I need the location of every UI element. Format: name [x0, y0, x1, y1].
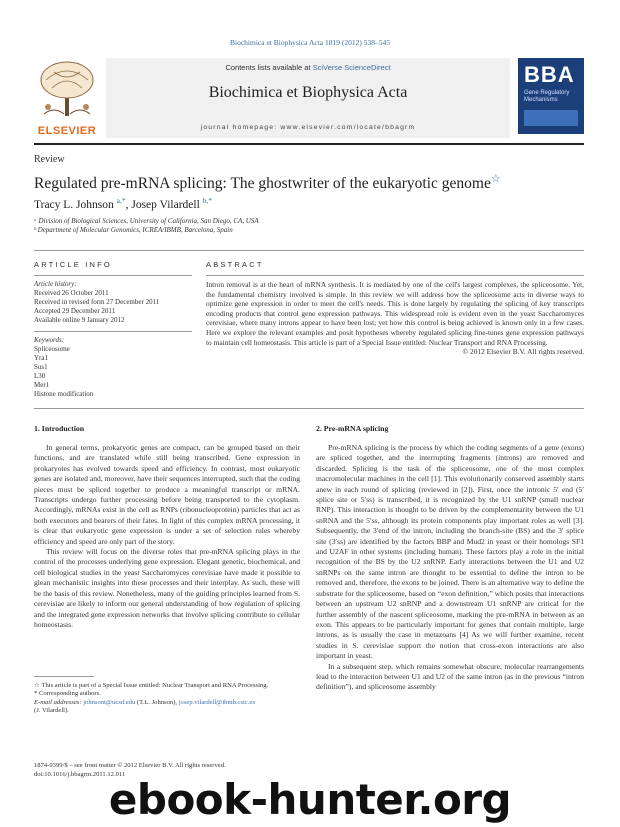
affiliation-a: ᵃ Division of Biological Sciences, University of California, San Diego, CA, USA — [34, 217, 259, 225]
abstract-rule — [206, 275, 584, 276]
affiliation-divider — [34, 250, 584, 251]
footnote-star: ☆ This article is part of a Special Issue entitled: Nuclear Transport and RNA Processing. — [34, 682, 269, 689]
keyword: Spliceosome — [34, 345, 70, 353]
cover-subtitle: Gene Regulatory Mechanisms — [524, 90, 570, 103]
keyword: Yra1 — [34, 354, 48, 362]
splicing-section — [316, 424, 584, 693]
keywords-rule — [34, 331, 192, 332]
paper-title — [34, 172, 594, 193]
abstract-panel — [206, 260, 584, 356]
elsevier-wordmark: ELSEVIER — [37, 125, 97, 137]
masthead-banner — [106, 58, 510, 138]
header-divider — [34, 143, 584, 145]
footnote-corresponding: * Corresponding authors. — [34, 690, 101, 698]
article-history — [34, 280, 192, 325]
journal-homepage-link[interactable]: journal homepage: www.elsevier.com/locate/bbagrm — [200, 124, 416, 131]
footnote-rule — [34, 676, 94, 677]
footnotes — [34, 676, 300, 716]
keyword: L30 — [34, 372, 46, 380]
cover-title: BBA — [524, 62, 575, 87]
section-heading: 2. Pre-mRNA splicing — [316, 424, 389, 433]
journal-citation[interactable]: Biochimica et Biophysica Acta 1819 (2012) 538–545 — [230, 38, 390, 47]
author-name: Josep Vilardell — [131, 198, 200, 211]
author-marks[interactable]: b,* — [202, 196, 213, 205]
email-link[interactable]: johnsont@ucsd.edu — [83, 698, 136, 706]
email-owner: (T.L. Johnson), — [135, 698, 179, 706]
sciencedirect-link[interactable]: SciVerse ScienceDirect — [312, 63, 391, 72]
abstract-text: Intron removal is at the heart of mRNA synthesis. It is mediated by one of the cell's largest complexes, the spliceosome. Yet, the fundamental chemistry involved is simple. In this review we will address how the spliceosome acts in diverse ways to optimize gene expression in order to meet the cell's needs. This is done largely by regulating the splicing of key transcripts encoding products that control gene expression pathways. This widespread role is evident even in the yeast Saccharomyces cerevisiae, where many introns appear to have been lost; yet how this control is being achieved is known only in a few cases. Here we explore the relevant examples and posit hypotheses whereby regulated splicing fine-tunes gene expression pathways to maintain cell homeostasis. This article is part of a Special Issue entitled: Nuclear Transport and RNA Processing. — [206, 280, 584, 347]
article-type: Review — [34, 154, 65, 165]
keywords-list — [34, 336, 192, 399]
history-received: Received 26 October 2011 — [34, 289, 109, 297]
footnote-emails — [34, 699, 300, 716]
keyword: Sus1 — [34, 363, 48, 371]
contents-prefix: Contents lists available at — [225, 63, 313, 72]
article-info-rule — [34, 275, 192, 276]
paragraph: This review will focus on the diverse roles that pre-mRNA splicing plays in the control of the processes underlying gene expression. Elegant genetic, biochemical, and cell biological studies in the yeast Saccharomyces cerevisiae have made it possible to glean mechanistic insights into these processes and their interplay. As such, these will be the basis of this review. Nonetheless, many of the guiding principles learned from S. cerevisiae are likely to inform our general understanding of how regulation of splicing and the integrated gene expression networks that involve splicing contribute to cellular homeostasis. — [34, 547, 300, 629]
paper-title-text: Regulated pre-mRNA splicing: The ghostwriter of the eukaryotic genome — [34, 175, 491, 193]
article-info-panel — [34, 260, 192, 399]
keyword: Mer1 — [34, 381, 50, 389]
watermark-text: ebook-hunter.org — [108, 775, 512, 824]
paragraph: In a subsequent step, which remains somewhat obscure, molecular rearrangements lead to the interaction between U1 and U2 of the same intron (as in the previous “intron definition”), and spliceosome assembly — [316, 661, 584, 692]
issn-line: 1874-9399/$ – see front matter © 2012 Elsevier B.V. All rights reserved. — [34, 762, 226, 769]
journal-header — [34, 58, 584, 140]
author-marks[interactable]: a,* — [116, 196, 126, 205]
journal-cover — [518, 58, 584, 134]
abstract-copyright: © 2012 Elsevier B.V. All rights reserved. — [462, 347, 584, 357]
history-revised: Received in revised form 27 December 2011 — [34, 298, 160, 306]
keywords-label: Keywords: — [34, 336, 65, 344]
contents-line — [106, 63, 510, 72]
doi-link[interactable]: doi:10.1016/j.bbagrm.2011.12.011 — [34, 770, 126, 778]
article-info-heading: ARTICLE INFO — [34, 260, 112, 269]
affiliation-b: ᵇ Department of Molecular Genomics, ICREA/IBMB, Barcelona, Spain — [34, 226, 233, 234]
email-owner: (J. Vilardell). — [34, 707, 69, 715]
elsevier-logo — [34, 60, 100, 136]
history-online: Available online 9 January 2012 — [34, 316, 125, 324]
abstract-heading: ABSTRACT — [206, 260, 264, 269]
history-accepted: Accepted 29 December 2011 — [34, 307, 116, 315]
paragraph: In general terms, prokaryotic genes are compact, can be grouped based on their functions, and are translated while still being transcribed. Gene expression in prokaryotes has evolved towards speed and efficiency. In contrast, most eukaryotic genes are isolated and, moreover, have their sequences interrupted, such that the coding pieces must be spliced together to produce a meaningful transcript or mRNA. Transcripts undergo further processing before being transported to the cytoplasm. Accordingly, mRNAs exist in the cell as RNPs (ribonucleoprotein) particles that act as both executors and bearers of their fates. In light of this complex mRNA processing, it is clear that eukaryotic gene expression is under a set of selection rules whereby efficiency and speed are only part of the story. — [34, 443, 301, 546]
watermark-banner — [0, 771, 620, 827]
keyword: Histone modification — [34, 390, 94, 398]
email-label: E-mail addresses: — [34, 698, 84, 706]
paragraph: Pre-mRNA splicing is the process by which the coding segments of a gene (exons) are spliced together, and the interrupting fragments (introns) are removed and discarded. Splicing is the task of the spliceosome, one of the most complex macromolecular machines in the cell [1]. This evolutionarily conserved assembly starts anew in each round of splicing (reviewed in [2]). First, once the intronic 5′ end (5′ splice site or 5′ss) is transcribed, it is recognized by the U1 snRNP (small nuclear RNP). This interaction is thought to be driven by the complementarity between the U1 snRNA and the 5′ss, although its protein components play important roles as well [3]. Subsequently, the 3′end of the intron, including the branch-site (BS) and the 3′ splice site (3′ss) are identified by the factors BBP and Mud2 in yeast or their homologs SF1 and U2AF in other systems (including human). These factors play a role in the initial recognition of the BS by the U2 snRNP. Early interactions between the U1 and U2 snRNPs on the same intron are thought to be essential to define the intron to be removed and, therefore, the exons to be joined. There is an alternative way to define the substrate for the spliceosome, based on “exon definition,” which posits that interactions between an upstream U2 snRNP and a downstream U1 snRNP are critical for the further assembly of the nascent spliceosome, marking the pre-mRNA in between as an exon. This appears to be particularly important for genes that contain multiple, large introns, as is usually the case in metazoans [4] As we will further examine, recent studies in S. cerevisiae support the notion that cross-exon interactions are also important in yeast. — [316, 443, 584, 661]
email-link[interactable]: josep.vilardell@ibmb.csic.es — [178, 698, 255, 706]
introduction-section — [34, 424, 300, 630]
star-footnote-icon[interactable]: ☆ — [490, 173, 501, 185]
elsevier-tree-icon — [34, 60, 100, 118]
author-list: Tracy L. Johnson $^{a,*}$, Josep Vilardell $^{b,*}$ — [34, 196, 213, 211]
journal-title: Biochimica et Biophysica Acta — [208, 84, 408, 101]
cover-band — [524, 110, 578, 126]
author-name: Tracy L. Johnson — [34, 198, 114, 211]
abstract-divider — [34, 408, 584, 409]
section-heading: 1. Introduction — [34, 424, 85, 433]
history-label: Article history: — [34, 280, 77, 288]
